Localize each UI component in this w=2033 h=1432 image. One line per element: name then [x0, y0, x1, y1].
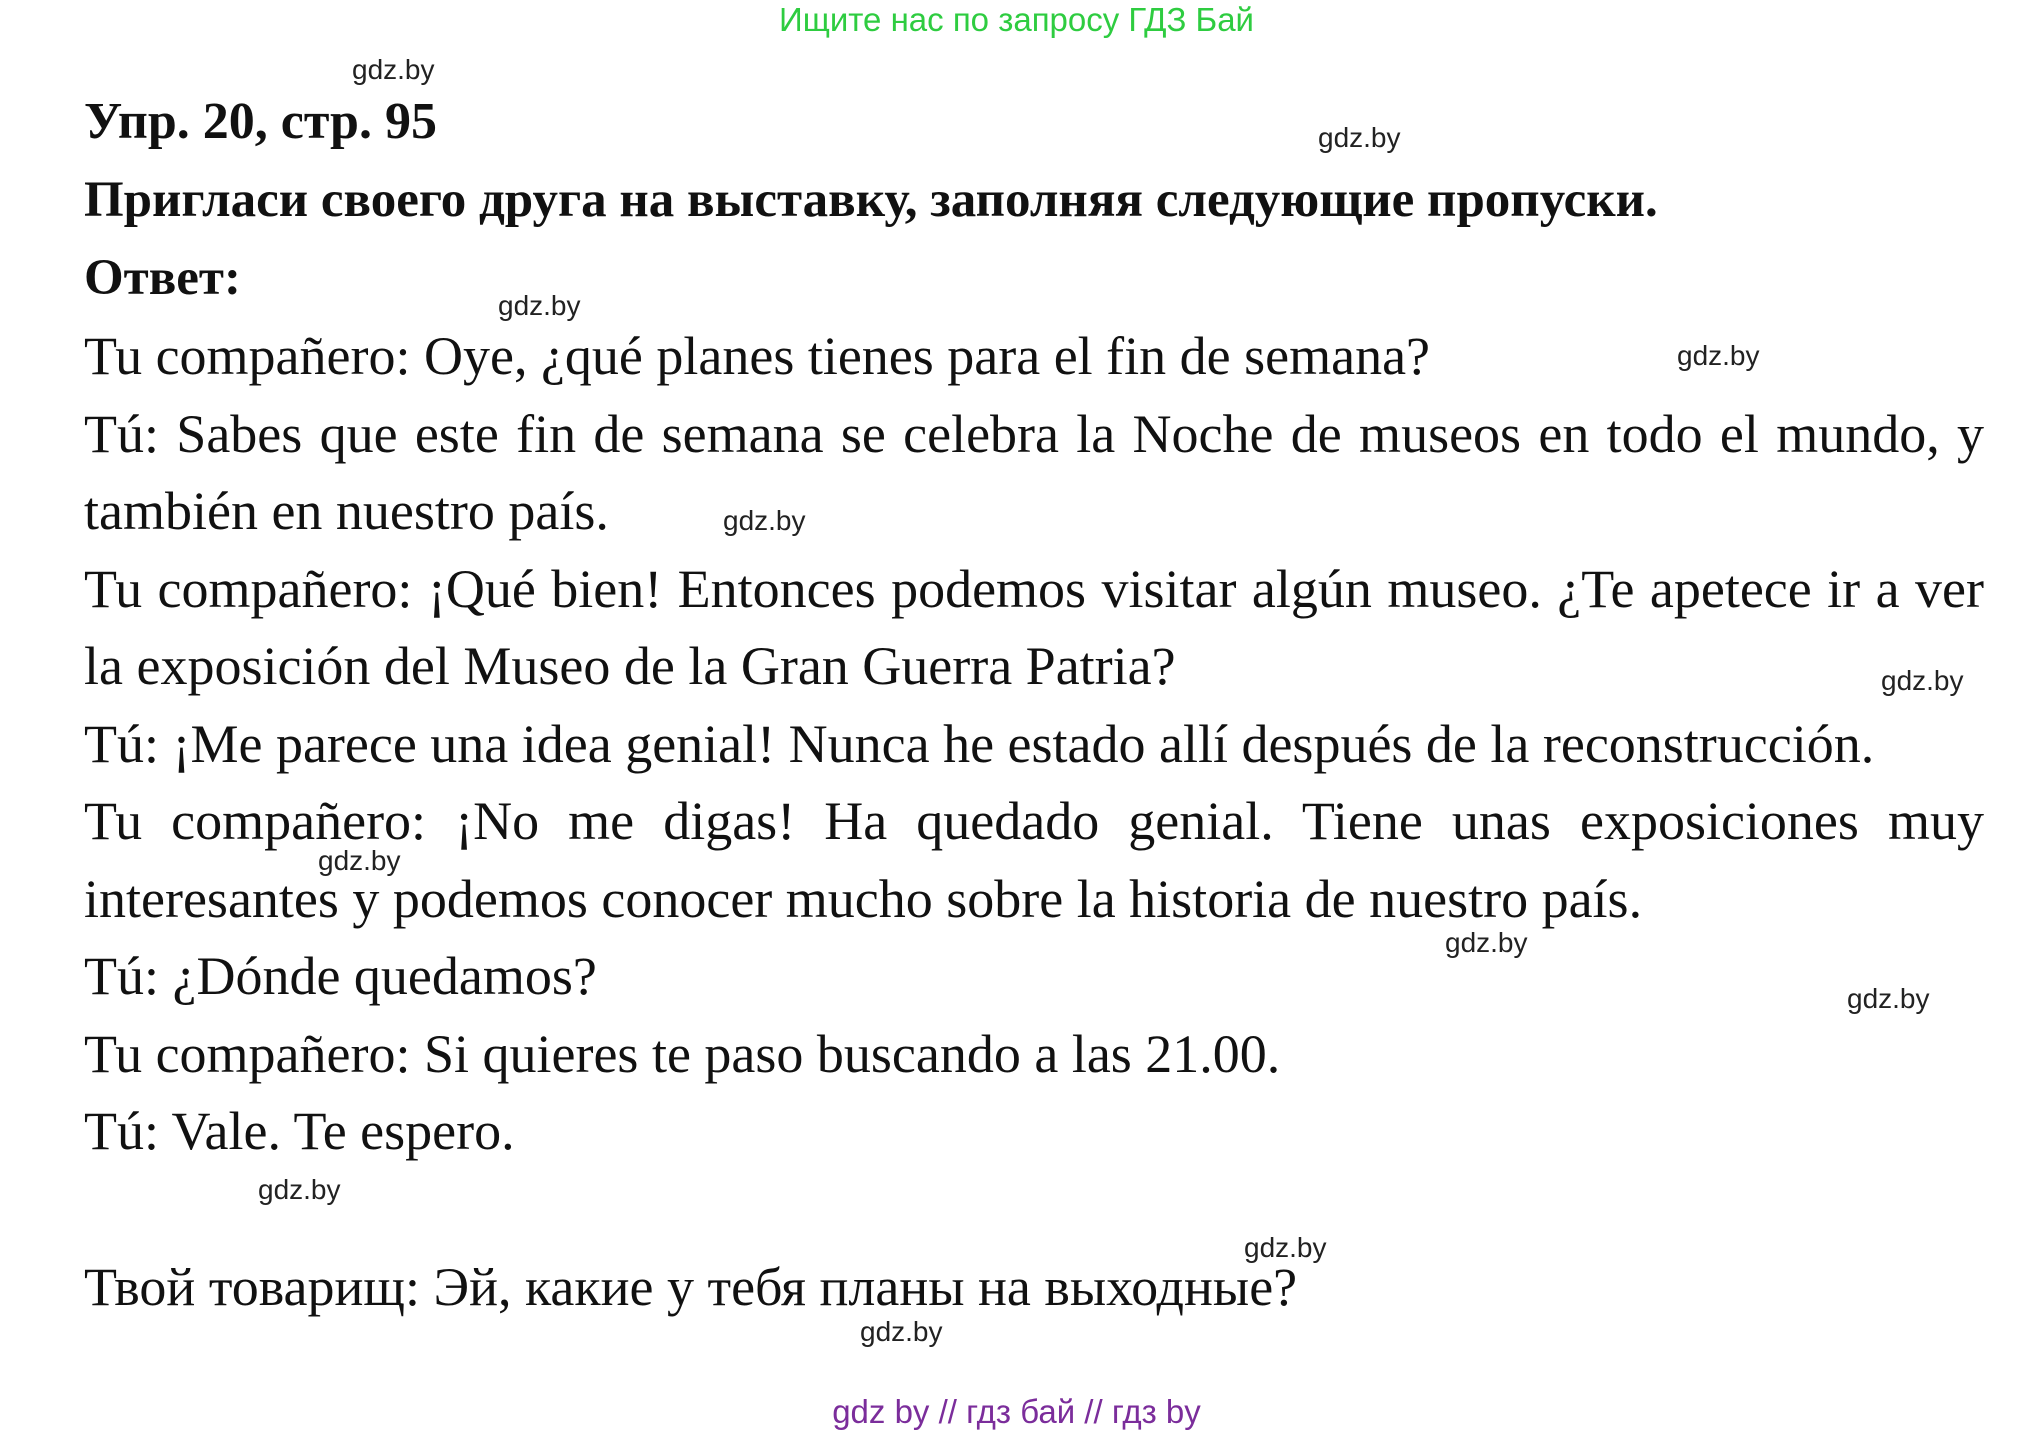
- watermark: gdz.by: [258, 1174, 341, 1205]
- watermark: gdz.by: [318, 845, 401, 876]
- dialogue-line: Tú: Sabes que este fin de semana se celebra la Noche de museos en todo el mundo, y también en nuestro país.: [84, 403, 1984, 541]
- dialogue-line: Tu compañero: Si quieres te paso buscando a las 21.00.: [84, 1023, 1281, 1084]
- dialogue-line: Tu compañero: Oye, ¿qué planes tienes para el fin de semana?: [84, 326, 1431, 386]
- top-banner: Ищите нас по запросу ГДЗ Бай: [779, 1, 1254, 38]
- answer-label: Ответ:: [84, 250, 241, 306]
- bottom-banner: gdz by // гдз бай // гдз by: [832, 1393, 1201, 1430]
- watermark: gdz.by: [1881, 665, 1964, 696]
- watermark: gdz.by: [498, 290, 581, 321]
- dialogue-line: Tú: ¡Me parece una idea genial! Nunca he estado allí después de la reconstrucción.: [84, 713, 1875, 774]
- watermark: gdz.by: [352, 54, 435, 85]
- dialogue-line: Tú: Vale. Te espero.: [84, 1101, 515, 1161]
- watermark: gdz.by: [1847, 983, 1930, 1014]
- dialogue-line: Tu compañero: ¡Qué bien! Entonces podemos visitar algún museo. ¿Te apetece ir a ver la exposición del Museo de la Gran Guerra Patria?: [84, 558, 1984, 696]
- watermark: gdz.by: [723, 505, 806, 536]
- dialogue-block: [84, 318, 1984, 1171]
- watermark: gdz.by: [1318, 122, 1401, 153]
- exercise-title: Упр. 20, стр. 95: [84, 93, 437, 150]
- dialogue-line: Tu compañero: ¡No me digas! Ha quedado genial. Tiene unas exposiciones muy interesantes y podemos conocer mucho sobre la historia de nuestro país.: [84, 791, 1984, 929]
- exercise-task: Пригласи своего друга на выставку, заполняя следующие пропуски.: [84, 172, 1658, 228]
- watermark: gdz.by: [1677, 340, 1760, 371]
- translation-line: Твой товарищ: Эй, какие у тебя планы на выходные?: [84, 1257, 1298, 1317]
- watermark: gdz.by: [1244, 1232, 1327, 1263]
- dialogue-line: Tú: ¿Dónde quedamos?: [84, 946, 597, 1006]
- watermark: gdz.by: [860, 1316, 943, 1347]
- watermark: gdz.by: [1445, 927, 1528, 958]
